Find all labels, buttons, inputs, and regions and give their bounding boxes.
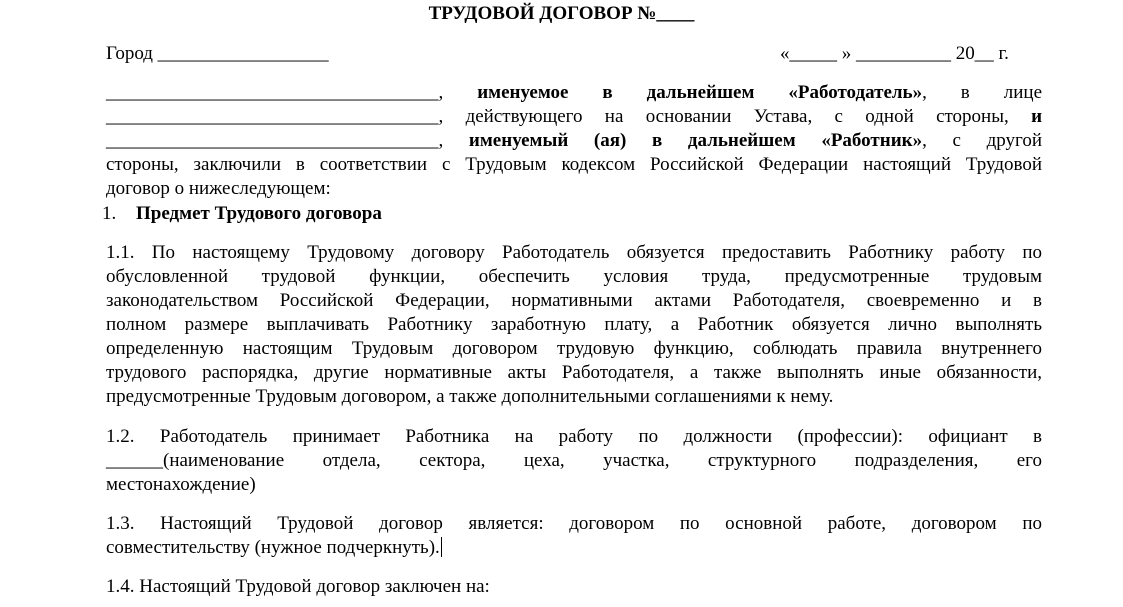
clause-1-1-line: трудового распорядка, другие нормативные акты Работодателя, а также выполнять иные обязанности, [106, 362, 1042, 383]
preamble-line-3 [106, 129, 1042, 153]
employee-designation: именуемый (ая) в дальнейшем «Работник» [468, 130, 923, 151]
preamble-conjunction: и [1031, 106, 1043, 127]
clause-1-1-line: обусловленной трудовой функции, обеспечить условия труда, предусмотренные трудовым [106, 266, 1042, 287]
clause-1-2-line: ______(наименование отдела, сектора, цеха, участка, структурного подразделения, его [106, 450, 1042, 471]
preamble-line-4: стороны, заключили в соответствии с Трудовым кодексом Российской Федерации настоящий Трудовой [106, 154, 1042, 175]
clause-1-2-line: 1.2. Работодатель принимает Работника на работу по должности (профессии): официант в [106, 426, 1042, 447]
document-title: ТРУДОВОЙ ДОГОВОР №____ [428, 3, 695, 24]
section-1-number: 1. [102, 203, 117, 224]
clause-1-1-line: определенную настоящим Трудовым договором трудовую функцию, соблюдать правила внутреннего [106, 338, 1042, 359]
employer-designation: именуемое в дальнейшем «Работодатель» [477, 82, 923, 103]
preamble-line-1-rest: , в лице [922, 82, 1042, 103]
preamble-line-5: договор о нижеследующем: [106, 178, 331, 199]
clause-1-1-line: предусмотренные Трудовым договором, а также дополнительными соглашениями к нему. [106, 386, 834, 407]
text-cursor [441, 537, 442, 557]
employee-name-blank: ___________________________________, [106, 130, 444, 151]
clause-1-1-line: 1.1. По настоящему Трудовому договору Работодатель обязуется предоставить Работнику работу по [106, 242, 1042, 263]
clause-1-3-line-2 [106, 536, 1042, 560]
city-field: Город __________________ [106, 43, 329, 64]
preamble-line-1 [106, 81, 1042, 105]
date-field: «_____ » __________ 20__ г. [780, 43, 1009, 64]
clause-1-4-line: 1.4. Настоящий Трудовой договор заключен на: [106, 576, 490, 597]
clause-1-1-line: полном размере выплачивать Работнику заработную плату, а Работник обязуется лично выполнять [106, 314, 1042, 335]
section-1-heading [102, 202, 382, 226]
representative-blank: ___________________________________, [106, 106, 444, 127]
clause-1-2-line: местонахождение) [106, 474, 256, 495]
clause-1-1-line: законодательством Российской Федерации, нормативными актами Работодателя, своевременно и в [106, 290, 1042, 311]
section-1-title: Предмет Трудового договора [136, 203, 382, 224]
employer-name-blank: ___________________________________, [106, 82, 444, 103]
preamble-line-2 [106, 105, 1042, 129]
preamble-line-3-rest: , с другой [922, 130, 1043, 151]
preamble-line-2-text: действующего на основании Устава, с одной стороны, [465, 106, 1009, 127]
clause-1-3-text: совместительству (нужное подчеркнуть). [106, 537, 440, 558]
clause-1-3-line: 1.3. Настоящий Трудовой договор является: договором по основной работе, договором по [106, 513, 1042, 534]
